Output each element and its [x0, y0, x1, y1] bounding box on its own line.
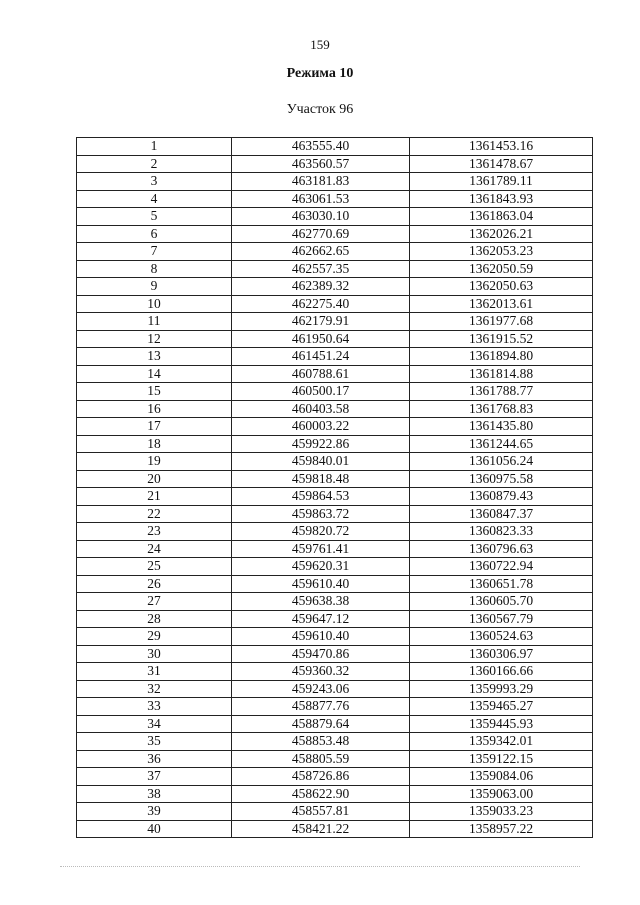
x-coordinate-cell: 459470.86: [232, 645, 410, 663]
point-number-cell: 12: [77, 330, 232, 348]
y-coordinate-cell: 1361056.24: [410, 453, 593, 471]
x-coordinate-cell: 463061.53: [232, 190, 410, 208]
table-row: [77, 523, 593, 541]
table-row: [77, 768, 593, 786]
page-title: Режима 10: [286, 66, 354, 81]
y-coordinate-cell: 1360166.66: [410, 663, 593, 681]
x-coordinate-cell: 463181.83: [232, 173, 410, 191]
point-number-cell: 3: [77, 173, 232, 191]
y-coordinate-cell: 1359063.00: [410, 785, 593, 803]
y-coordinate-cell: 1361435.80: [410, 418, 593, 436]
x-coordinate-cell: 458853.48: [232, 733, 410, 751]
point-number-cell: 26: [77, 575, 232, 593]
y-coordinate-cell: 1361843.93: [410, 190, 593, 208]
point-number-cell: 40: [77, 820, 232, 838]
y-coordinate-cell: 1361788.77: [410, 383, 593, 401]
y-coordinate-cell: 1359084.06: [410, 768, 593, 786]
table-row: [77, 470, 593, 488]
y-coordinate-cell: 1362013.61: [410, 295, 593, 313]
x-coordinate-cell: 459638.38: [232, 593, 410, 611]
point-number-cell: 36: [77, 750, 232, 768]
x-coordinate-cell: 459620.31: [232, 558, 410, 576]
table-row: [77, 575, 593, 593]
table-row: [77, 628, 593, 646]
y-coordinate-cell: 1360651.78: [410, 575, 593, 593]
point-number-cell: 38: [77, 785, 232, 803]
x-coordinate-cell: 458877.76: [232, 698, 410, 716]
y-coordinate-cell: 1360879.43: [410, 488, 593, 506]
x-coordinate-cell: 458726.86: [232, 768, 410, 786]
x-coordinate-cell: 459840.01: [232, 453, 410, 471]
table-row: [77, 190, 593, 208]
y-coordinate-cell: 1361977.68: [410, 313, 593, 331]
table-row: [77, 365, 593, 383]
point-number-cell: 30: [77, 645, 232, 663]
x-coordinate-cell: 462557.35: [232, 260, 410, 278]
table-row: [77, 208, 593, 226]
x-coordinate-cell: 463030.10: [232, 208, 410, 226]
y-coordinate-cell: 1360796.63: [410, 540, 593, 558]
point-number-cell: 39: [77, 803, 232, 821]
point-number-cell: 4: [77, 190, 232, 208]
table-row: [77, 243, 593, 261]
section-subtitle: Участок 96: [286, 102, 354, 117]
table-row: [77, 803, 593, 821]
table-row: [77, 645, 593, 663]
x-coordinate-cell: 459647.12: [232, 610, 410, 628]
point-number-cell: 10: [77, 295, 232, 313]
x-coordinate-cell: 461451.24: [232, 348, 410, 366]
y-coordinate-cell: 1361453.16: [410, 138, 593, 156]
x-coordinate-cell: 459610.40: [232, 575, 410, 593]
y-coordinate-cell: 1361789.11: [410, 173, 593, 191]
y-coordinate-cell: 1360975.58: [410, 470, 593, 488]
coordinates-table: [76, 137, 593, 838]
x-coordinate-cell: 458805.59: [232, 750, 410, 768]
table-row: [77, 418, 593, 436]
table-row: [77, 663, 593, 681]
table-row: [77, 295, 593, 313]
table-row: [77, 173, 593, 191]
x-coordinate-cell: 459818.48: [232, 470, 410, 488]
point-number-cell: 29: [77, 628, 232, 646]
x-coordinate-cell: 459761.41: [232, 540, 410, 558]
y-coordinate-cell: 1359993.29: [410, 680, 593, 698]
x-coordinate-cell: 460003.22: [232, 418, 410, 436]
page-number: 159: [310, 37, 330, 52]
point-number-cell: 17: [77, 418, 232, 436]
y-coordinate-cell: 1361478.67: [410, 155, 593, 173]
point-number-cell: 20: [77, 470, 232, 488]
point-number-cell: 14: [77, 365, 232, 383]
y-coordinate-cell: 1361863.04: [410, 208, 593, 226]
y-coordinate-cell: 1361768.83: [410, 400, 593, 418]
x-coordinate-cell: 458557.81: [232, 803, 410, 821]
y-coordinate-cell: 1362026.21: [410, 225, 593, 243]
x-coordinate-cell: 458622.90: [232, 785, 410, 803]
point-number-cell: 9: [77, 278, 232, 296]
table-row: [77, 698, 593, 716]
table-row: [77, 715, 593, 733]
point-number-cell: 2: [77, 155, 232, 173]
y-coordinate-cell: 1362050.59: [410, 260, 593, 278]
coordinates-table-body: [77, 138, 593, 838]
y-coordinate-cell: 1359033.23: [410, 803, 593, 821]
y-coordinate-cell: 1361244.65: [410, 435, 593, 453]
x-coordinate-cell: 458879.64: [232, 715, 410, 733]
y-coordinate-cell: 1361894.80: [410, 348, 593, 366]
y-coordinate-cell: 1361814.88: [410, 365, 593, 383]
point-number-cell: 18: [77, 435, 232, 453]
x-coordinate-cell: 460500.17: [232, 383, 410, 401]
point-number-cell: 23: [77, 523, 232, 541]
table-row: [77, 260, 593, 278]
x-coordinate-cell: 458421.22: [232, 820, 410, 838]
y-coordinate-cell: 1360722.94: [410, 558, 593, 576]
y-coordinate-cell: 1362050.63: [410, 278, 593, 296]
point-number-cell: 1: [77, 138, 232, 156]
y-coordinate-cell: 1360567.79: [410, 610, 593, 628]
table-row: [77, 750, 593, 768]
point-number-cell: 16: [77, 400, 232, 418]
point-number-cell: 34: [77, 715, 232, 733]
x-coordinate-cell: 462389.32: [232, 278, 410, 296]
table-row: [77, 383, 593, 401]
point-number-cell: 33: [77, 698, 232, 716]
x-coordinate-cell: 459610.40: [232, 628, 410, 646]
table-row: [77, 680, 593, 698]
y-coordinate-cell: 1360605.70: [410, 593, 593, 611]
table-row: [77, 313, 593, 331]
table-row: [77, 610, 593, 628]
x-coordinate-cell: 462179.91: [232, 313, 410, 331]
point-number-cell: 11: [77, 313, 232, 331]
y-coordinate-cell: 1359122.15: [410, 750, 593, 768]
table-row: [77, 505, 593, 523]
point-number-cell: 37: [77, 768, 232, 786]
point-number-cell: 8: [77, 260, 232, 278]
point-number-cell: 32: [77, 680, 232, 698]
table-row: [77, 225, 593, 243]
footer-divider: [60, 866, 580, 867]
table-row: [77, 453, 593, 471]
point-number-cell: 24: [77, 540, 232, 558]
point-number-cell: 22: [77, 505, 232, 523]
point-number-cell: 19: [77, 453, 232, 471]
y-coordinate-cell: 1360306.97: [410, 645, 593, 663]
x-coordinate-cell: 460788.61: [232, 365, 410, 383]
table-row: [77, 558, 593, 576]
x-coordinate-cell: 459922.86: [232, 435, 410, 453]
table-row: [77, 400, 593, 418]
table-row: [77, 138, 593, 156]
x-coordinate-cell: 459864.53: [232, 488, 410, 506]
y-coordinate-cell: 1360847.37: [410, 505, 593, 523]
y-coordinate-cell: 1361915.52: [410, 330, 593, 348]
x-coordinate-cell: 462275.40: [232, 295, 410, 313]
x-coordinate-cell: 459820.72: [232, 523, 410, 541]
x-coordinate-cell: 460403.58: [232, 400, 410, 418]
table-row: [77, 155, 593, 173]
y-coordinate-cell: 1359342.01: [410, 733, 593, 751]
y-coordinate-cell: 1360823.33: [410, 523, 593, 541]
table-row: [77, 330, 593, 348]
y-coordinate-cell: 1362053.23: [410, 243, 593, 261]
y-coordinate-cell: 1358957.22: [410, 820, 593, 838]
y-coordinate-cell: 1359465.27: [410, 698, 593, 716]
x-coordinate-cell: 459243.06: [232, 680, 410, 698]
table-row: [77, 820, 593, 838]
point-number-cell: 6: [77, 225, 232, 243]
point-number-cell: 7: [77, 243, 232, 261]
table-row: [77, 593, 593, 611]
table-row: [77, 488, 593, 506]
point-number-cell: 28: [77, 610, 232, 628]
x-coordinate-cell: 462770.69: [232, 225, 410, 243]
point-number-cell: 15: [77, 383, 232, 401]
point-number-cell: 31: [77, 663, 232, 681]
table-row: [77, 435, 593, 453]
x-coordinate-cell: 459360.32: [232, 663, 410, 681]
table-row: [77, 540, 593, 558]
x-coordinate-cell: 461950.64: [232, 330, 410, 348]
table-row: [77, 733, 593, 751]
point-number-cell: 25: [77, 558, 232, 576]
point-number-cell: 21: [77, 488, 232, 506]
x-coordinate-cell: 462662.65: [232, 243, 410, 261]
x-coordinate-cell: 463555.40: [232, 138, 410, 156]
table-row: [77, 785, 593, 803]
point-number-cell: 5: [77, 208, 232, 226]
y-coordinate-cell: 1360524.63: [410, 628, 593, 646]
point-number-cell: 13: [77, 348, 232, 366]
x-coordinate-cell: 459863.72: [232, 505, 410, 523]
point-number-cell: 35: [77, 733, 232, 751]
table-row: [77, 348, 593, 366]
x-coordinate-cell: 463560.57: [232, 155, 410, 173]
y-coordinate-cell: 1359445.93: [410, 715, 593, 733]
point-number-cell: 27: [77, 593, 232, 611]
table-row: [77, 278, 593, 296]
